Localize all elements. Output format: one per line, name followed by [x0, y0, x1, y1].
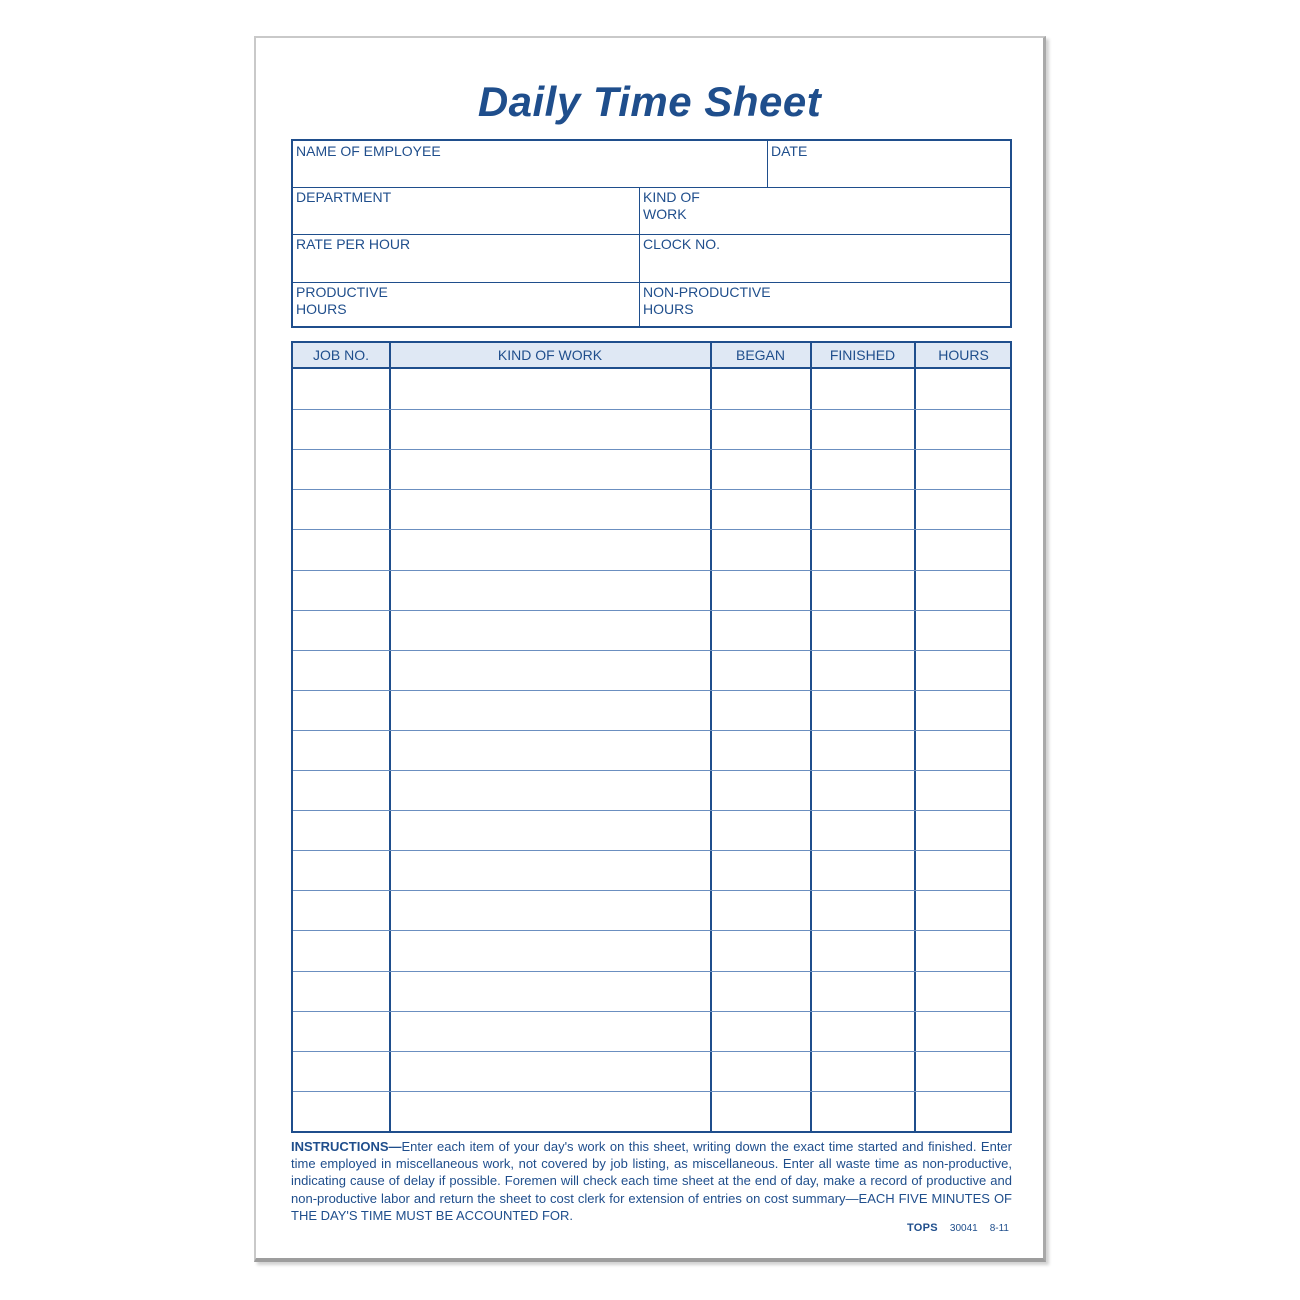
- tops-logo: TOPS: [906, 1222, 938, 1234]
- instructions-body: Enter each item of your day's work on this sheet, writing down the exact time started and finished. Enter time employed in miscellaneous work, not covered by job listing, as miscellaneous. Enter all waste time as non-productive, indicating cause of delay if possible. Foremen will check each time sheet at the end of day, make a record of productive and non-productive labor and return the sheet to cost clerk for extension of entries on cost summary—EACH FIVE MINUTES OF THE DAY'S TIME MUST BE ACCOUNTED FOR.: [291, 1139, 1012, 1223]
- table-row-line: [293, 610, 1010, 611]
- column-header-job-no: JOB NO.: [312, 347, 369, 363]
- table-row-line: [293, 449, 1010, 450]
- table-header-row: [293, 343, 1010, 369]
- info-row-rate-clock: [293, 234, 1010, 283]
- form-footer: [907, 1222, 1009, 1234]
- employee-info-box: [291, 139, 1012, 328]
- kind-of-work-label-line2: WORK: [643, 206, 687, 222]
- column-header-began: BEGAN: [735, 347, 785, 363]
- name-of-employee-field[interactable]: [293, 141, 767, 187]
- name-of-employee-label: NAME OF EMPLOYEE: [296, 143, 441, 159]
- table-row-line: [293, 930, 1010, 931]
- column-header-hours: HOURS: [938, 347, 989, 363]
- non-productive-hours-label-line2: HOURS: [643, 301, 694, 317]
- date-field[interactable]: [767, 141, 1010, 187]
- table-row-line: [293, 529, 1010, 530]
- time-sheet-form: [254, 36, 1046, 1262]
- info-row-name-date: [293, 141, 1010, 188]
- rate-per-hour-label: RATE PER HOUR: [296, 236, 411, 252]
- info-row-department-kind: [293, 187, 1010, 235]
- info-row-hours: [293, 282, 1010, 328]
- job-entries-table: [291, 341, 1012, 1133]
- table-row-line: [293, 971, 1010, 972]
- department-label: DEPARTMENT: [296, 189, 392, 205]
- productive-hours-field[interactable]: [293, 282, 639, 328]
- form-number: 30041: [949, 1223, 978, 1234]
- table-row-line: [293, 489, 1010, 490]
- form-title: Daily Time Sheet: [477, 78, 822, 125]
- clock-no-field[interactable]: [639, 234, 1010, 282]
- table-row-line: [293, 730, 1010, 731]
- column-header-kind-of-work: KIND OF WORK: [497, 347, 603, 363]
- table-row-line: [293, 409, 1010, 410]
- table-row-line: [293, 650, 1010, 651]
- table-row-line: [293, 770, 1010, 771]
- kind-of-work-label-line1: KIND OF: [643, 189, 700, 205]
- date-label: DATE: [771, 143, 808, 159]
- instructions-heading: INSTRUCTIONS—: [291, 1139, 402, 1154]
- table-row-line: [293, 890, 1010, 891]
- table-row-line: [293, 1051, 1010, 1052]
- table-row-line: [293, 1011, 1010, 1012]
- non-productive-hours-field[interactable]: [639, 282, 1010, 328]
- rate-per-hour-field[interactable]: [293, 234, 639, 282]
- column-divider: [914, 343, 916, 1131]
- form-revision: 8-11: [989, 1223, 1009, 1234]
- productive-hours-label-line1: PRODUCTIVE: [296, 284, 388, 300]
- productive-hours-label-line2: HOURS: [296, 301, 347, 317]
- table-row-line: [293, 690, 1010, 691]
- column-divider: [710, 343, 712, 1131]
- column-divider: [389, 343, 391, 1131]
- non-productive-hours-label-line1: NON-PRODUCTIVE: [643, 284, 771, 300]
- table-row-line: [293, 1091, 1010, 1092]
- department-field[interactable]: [293, 187, 639, 234]
- instructions-text: [291, 1138, 1012, 1224]
- clock-no-label: CLOCK NO.: [643, 236, 721, 252]
- kind-of-work-field[interactable]: [639, 187, 1010, 234]
- column-divider: [810, 343, 812, 1131]
- table-row-line: [293, 850, 1010, 851]
- column-header-finished: FINISHED: [829, 347, 896, 363]
- table-row-line: [293, 570, 1010, 571]
- table-row-line: [293, 810, 1010, 811]
